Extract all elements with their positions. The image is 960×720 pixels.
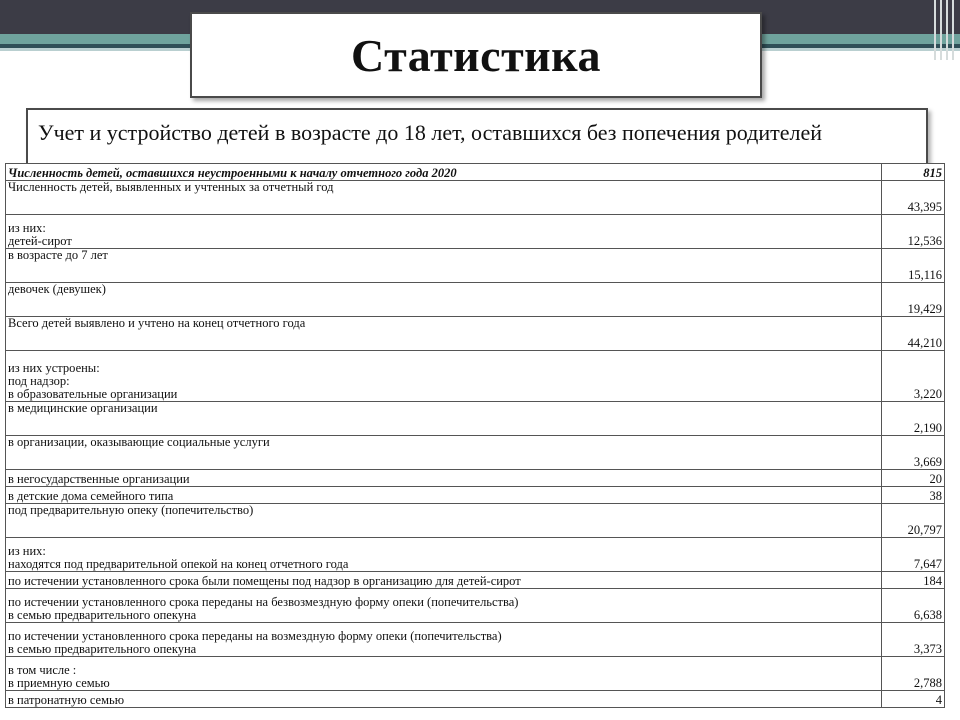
row-value: 20,797	[882, 504, 945, 538]
table-row	[6, 470, 945, 487]
row-label	[6, 487, 882, 504]
row-label	[6, 572, 882, 589]
table-row	[6, 623, 945, 657]
row-label-line: из них:	[8, 221, 46, 235]
row-value: 3,373	[882, 623, 945, 657]
row-value: 2,788	[882, 657, 945, 691]
row-value: 4	[882, 691, 945, 708]
row-value: 38	[882, 487, 945, 504]
page-subtitle: Учет и устройство детей в возрасте до 18 лет, оставшихся без попечения родителей	[38, 120, 822, 145]
row-label-line: в семью предварительного опекуна	[8, 608, 197, 622]
row-label-line: из них устроены:	[8, 361, 100, 375]
row-value: 6,638	[882, 589, 945, 623]
row-label-line: в организации, оказывающие социальные услуги	[8, 435, 270, 449]
row-label-line: в семью предварительного опекуна	[8, 642, 197, 656]
row-label	[6, 283, 882, 317]
row-label-line: в возрасте до 7 лет	[8, 248, 108, 262]
row-label	[6, 504, 882, 538]
table-row	[6, 249, 945, 283]
row-label-line: в медицинские организации	[8, 401, 158, 415]
row-label-line: в негосударственные организации	[8, 472, 190, 486]
table-row	[6, 283, 945, 317]
row-label-line: из них:	[8, 544, 46, 558]
row-label	[6, 317, 882, 351]
table-row	[6, 215, 945, 249]
row-label	[6, 589, 882, 623]
table-row	[6, 572, 945, 589]
row-label-line: детей-сирот	[8, 234, 72, 248]
table-row	[6, 589, 945, 623]
row-label-line: в том числе :	[8, 663, 77, 677]
row-label	[6, 215, 882, 249]
row-label-line: под надзор:	[8, 374, 70, 388]
row-label	[6, 470, 882, 487]
row-label	[6, 538, 882, 572]
row-value: 43,395	[882, 181, 945, 215]
row-label-line: девочек (девушек)	[8, 282, 106, 296]
row-value: 44,210	[882, 317, 945, 351]
row-value: 3,669	[882, 436, 945, 470]
table-row	[6, 538, 945, 572]
row-label	[6, 402, 882, 436]
table-row	[6, 164, 945, 181]
row-label-line: находятся под предварительной опекой на конец отчетного года	[8, 557, 349, 571]
row-label	[6, 181, 882, 215]
row-label	[6, 436, 882, 470]
row-value: 184	[882, 572, 945, 589]
row-label-line: по истечении установленного срока переданы на возмездную форму опеки (попечительства)	[8, 629, 502, 643]
row-value: 12,536	[882, 215, 945, 249]
row-value: 815	[882, 164, 945, 181]
row-label	[6, 351, 882, 402]
row-label-line: под предварительную опеку (попечительство)	[8, 503, 254, 517]
table-row	[6, 351, 945, 402]
row-value: 3,220	[882, 351, 945, 402]
table-row	[6, 181, 945, 215]
title-box	[190, 12, 762, 98]
row-label	[6, 249, 882, 283]
table-row	[6, 402, 945, 436]
table-row	[6, 436, 945, 470]
row-value: 2,190	[882, 402, 945, 436]
table-row	[6, 487, 945, 504]
row-label-line: в приемную семью	[8, 676, 110, 690]
row-label-line: по истечении установленного срока были помещены под надзор в организацию для детей-сирот	[8, 574, 521, 588]
row-label	[6, 691, 882, 708]
row-label	[6, 623, 882, 657]
row-value: 19,429	[882, 283, 945, 317]
row-label-line: в детские дома семейного типа	[8, 489, 174, 503]
row-label-line: в образовательные организации	[8, 387, 178, 401]
corner-decoration	[930, 0, 960, 60]
row-label	[6, 164, 882, 181]
row-label-line: Численность детей, оставшихся неустроенными к началу отчетного года 2020	[8, 166, 457, 180]
table-row	[6, 504, 945, 538]
table-row	[6, 657, 945, 691]
table-row	[6, 317, 945, 351]
row-label-line: по истечении установленного срока переданы на безвозмездную форму опеки (попечительства)	[8, 595, 519, 609]
row-label-line: Численность детей, выявленных и учтенных за отчетный год	[8, 180, 334, 194]
statistics-table	[5, 163, 945, 708]
row-label-line: Всего детей выявлено и учтено на конец отчетного года	[8, 316, 306, 330]
row-label	[6, 657, 882, 691]
table-row	[6, 691, 945, 708]
row-label-line: в патронатную семью	[8, 693, 125, 707]
page-title: Статистика	[350, 29, 601, 81]
row-value: 20	[882, 470, 945, 487]
row-value: 15,116	[882, 249, 945, 283]
row-value: 7,647	[882, 538, 945, 572]
